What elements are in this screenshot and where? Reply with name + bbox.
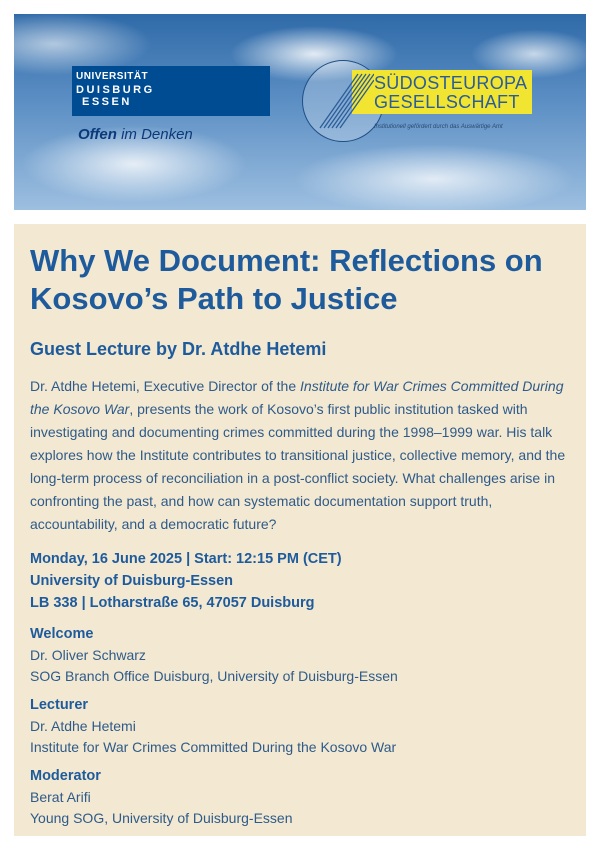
role-welcome [30,624,398,687]
page-subtitle: Guest Lecture by Dr. Atdhe Hetemi [30,339,327,359]
role-title: Lecturer [30,697,89,713]
role-name: Berat Arifi [30,789,91,805]
university-logo-line3: ESSEN [82,96,132,108]
university-tagline [78,126,193,143]
page-title: Why We Document: Reflections on Kosovo’s Path to Justice [30,243,543,316]
role-title: Moderator [30,768,101,784]
university-logo-line2: DUISBURG [76,84,155,96]
sog-logo-line1: SÜDOSTEUROPA [374,73,528,93]
event-venue: University of Duisburg-Essen [30,573,234,589]
university-logo [72,66,270,116]
event-date-time: Monday, 16 June 2025 | Start: 12:15 PM (CET) [30,551,342,567]
roles-list [30,624,398,837]
role-name: Dr. Atdhe Hetemi [30,718,136,734]
tagline-rest: im Denken [116,126,193,143]
sog-logo-line2: GESELLSCHAFT [374,92,520,112]
role-affiliation: SOG Branch Office Duisburg, University of Duisburg-Essen [30,668,398,684]
main-content [14,224,586,836]
role-moderator [30,766,398,829]
description-part2: , presents the work of Kosovo’s first public institution tasked with investigating and documenting crimes committed during the 1998–1999 war. His talk explores how the Institute contributes to transitional justice, collective memory, and the long-term process of reconciliation in a post-conflict society. What challenges arise in confronting the past, and how can systematic documentation support truth, accountability, and a democratic future? [30,401,566,532]
event-room: LB 338 | Lotharstraße 65, 47057 Duisburg [30,595,315,611]
tagline-bold: Offen [78,126,117,143]
role-title: Welcome [30,626,94,642]
header-banner [14,14,586,210]
description-institute: Institute for War Crimes Committed During the Kosovo War [30,378,564,417]
role-affiliation: Institute for War Crimes Committed During the Kosovo War [30,739,397,755]
sog-logo-subtitle: Institutionell gefördert durch das Auswärtige Amt [374,124,503,130]
role-lecturer [30,695,398,758]
role-affiliation: Young SOG, University of Duisburg-Essen [30,810,293,826]
description-part1: Dr. Atdhe Hetemi, Executive Director of the [30,378,301,394]
event-details [30,548,342,614]
sog-stripes-icon [314,70,374,130]
description [30,375,575,536]
university-logo-line1: UNIVERSITÄT [76,71,149,82]
role-name: Dr. Oliver Schwarz [30,647,146,663]
